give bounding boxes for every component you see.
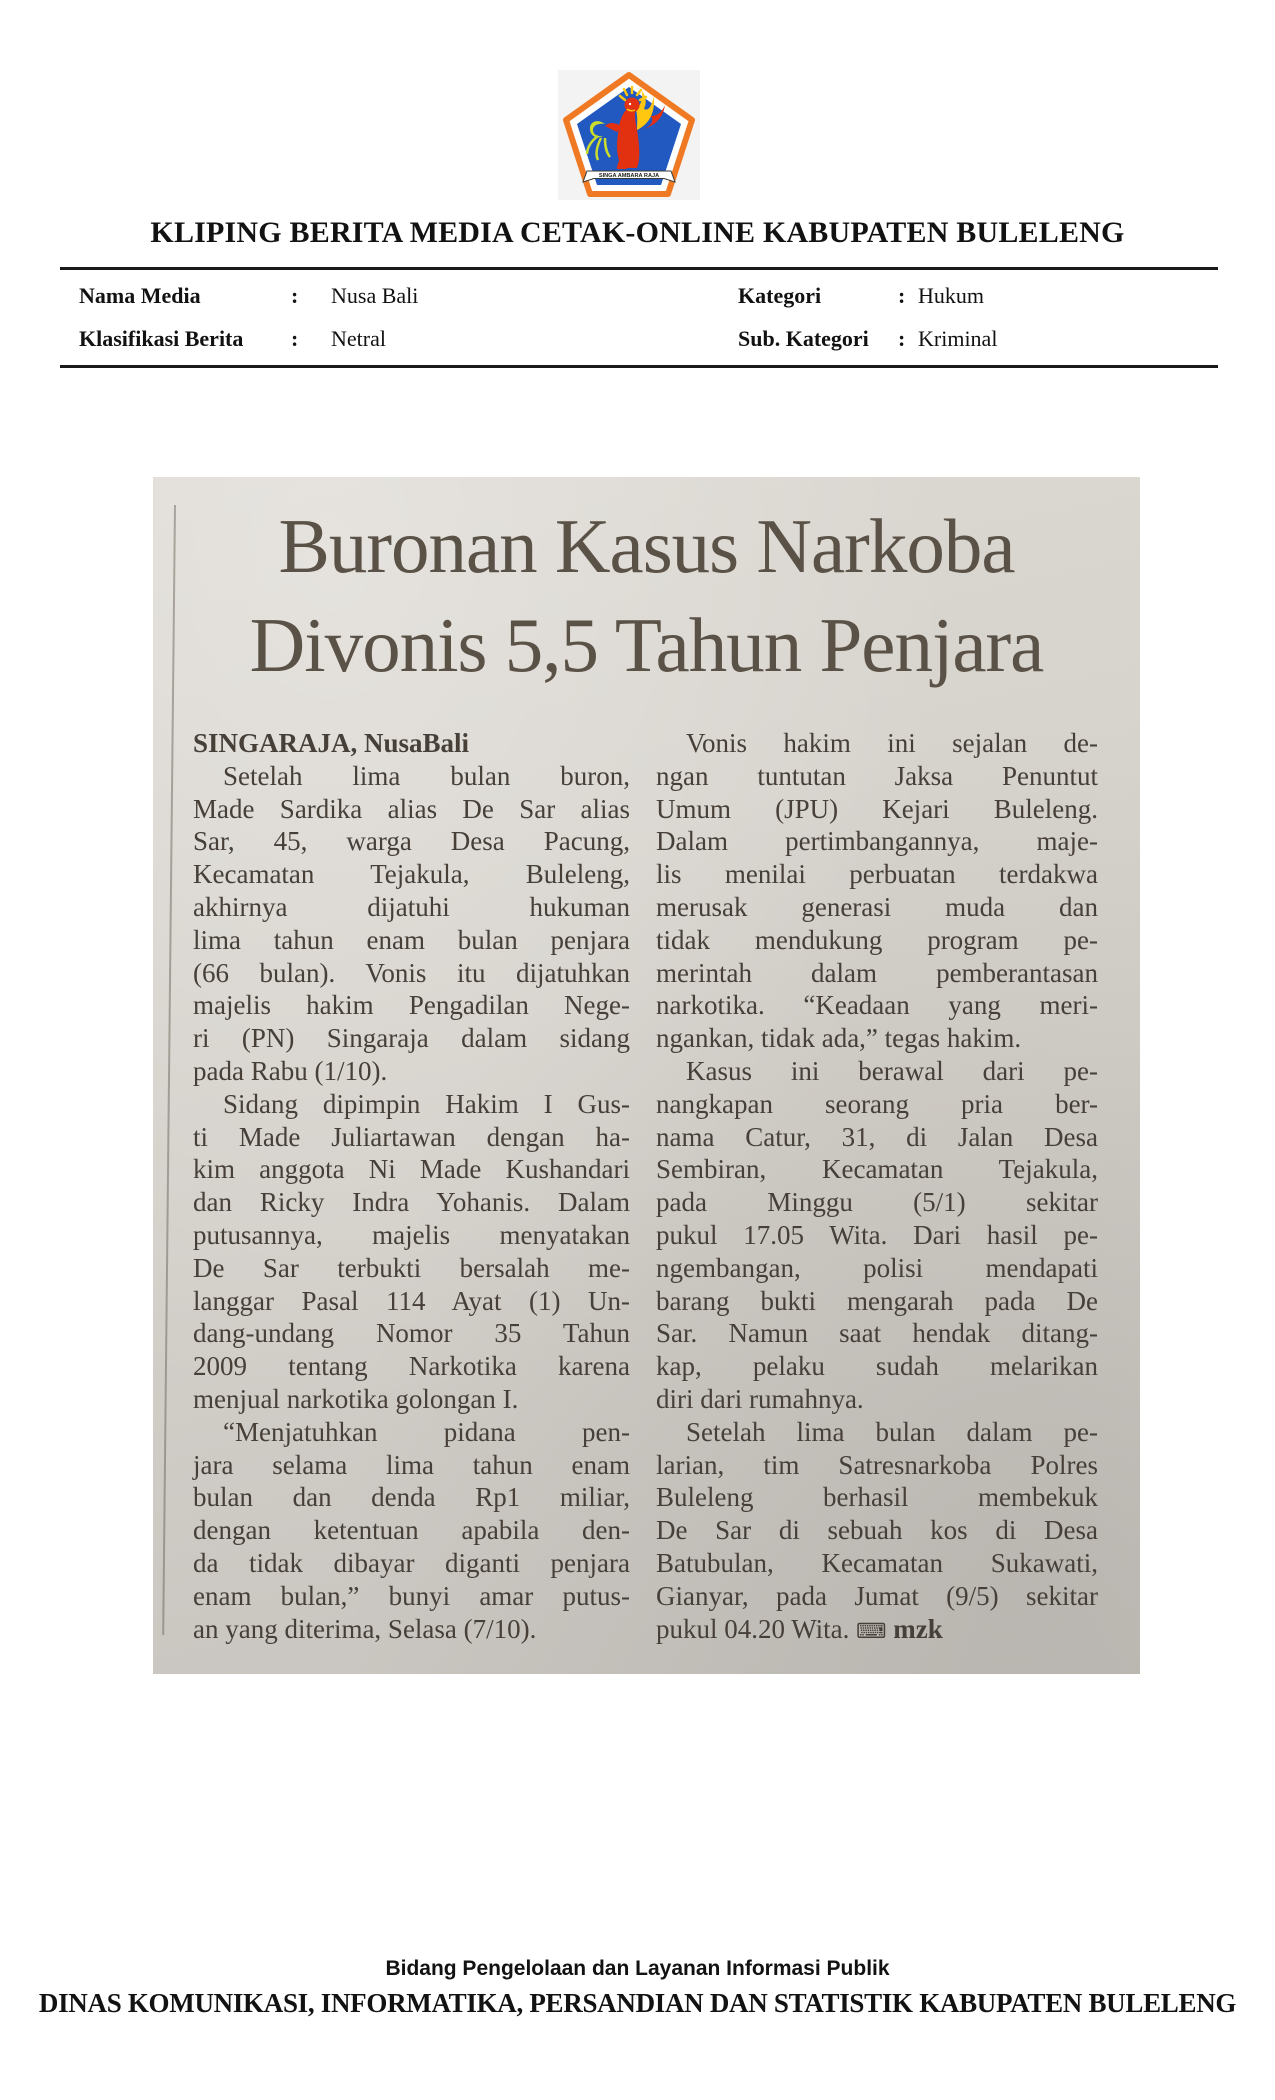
article-line: merusak generasi muda dan — [656, 891, 1098, 922]
article-line: Vonis hakim ini sejalan de- — [686, 728, 1098, 758]
headline-line-2: Divonis 5,5 Tahun Penjara — [249, 602, 1044, 688]
buleleng-crest-logo — [561, 72, 697, 198]
article-line: Made Sardika alias De Sar alias — [193, 793, 630, 824]
article-line: Gianyar, pada Jumat (9/5) sekitar — [656, 1580, 1098, 1611]
article-line: an yang diterima, Selasa (7/10). — [193, 1613, 537, 1644]
crest-banner-text: SINGA AMBARA RAJA — [598, 173, 660, 179]
article-line: Setelah lima bulan dalam pe- — [686, 1416, 1098, 1447]
keyboard-icon: ⌨ — [856, 1618, 887, 1643]
article-line: Sidang dipimpin Hakim I Gus- — [223, 1088, 630, 1119]
article-line: jara selama lima tahun enam — [193, 1449, 630, 1480]
article-line: 2009 tentang Narkotika karena — [193, 1351, 630, 1382]
article-line: tidak mendukung program pe- — [656, 924, 1098, 955]
article-column — [656, 727, 1098, 1647]
article-line: ri (PN) Singaraja dalam sidang — [193, 1023, 630, 1054]
article-headline — [153, 497, 1140, 695]
article-line: pukul 04.20 Wita. ⌨ mzk — [656, 1613, 943, 1644]
article-line: narkotika. “Keadaan yang meri- — [656, 990, 1098, 1021]
meta-row-sub-kategori — [738, 326, 997, 369]
article-line: nama Catur, 31, di Jalan Desa — [656, 1121, 1098, 1152]
article-line: putusannya, majelis menyatakan — [193, 1219, 630, 1250]
meta-label: Sub. Kategori — [738, 326, 869, 351]
article-body — [193, 727, 1098, 1647]
news-clipping-scan — [153, 477, 1140, 1674]
meta-colon: : — [291, 283, 299, 308]
meta-row-klasifikasi — [79, 326, 418, 369]
article-column — [193, 727, 630, 1647]
article-line: dan Ricky Indra Yohanis. Dalam — [193, 1187, 630, 1218]
meta-colon: : — [898, 283, 906, 308]
footer-dinas-line: DINAS KOMUNIKASI, INFORMATIKA, PERSANDIAN DAN STATISTIK KABUPATEN BULELENG — [38, 1988, 1237, 2018]
article-line: ngembangan, polisi mendapati — [656, 1252, 1098, 1283]
article-line: merintah dalam pemberantasan — [656, 957, 1098, 988]
article-line: Sar, 45, warga Desa Pacung, — [193, 826, 630, 857]
meta-row-nama-media — [79, 283, 418, 326]
article-line: menjual narkotika golongan I. — [193, 1383, 519, 1414]
article-line: dang-undang Nomor 35 Tahun — [193, 1318, 630, 1349]
article-line: lima tahun enam bulan penjara — [193, 924, 630, 955]
divider-bottom — [60, 365, 1218, 368]
article-line: enam bulan,” bunyi amar putus- — [193, 1580, 630, 1611]
article-line: lis menilai perbuatan terdakwa — [656, 859, 1098, 890]
article-line: Kasus ini berawal dari pe- — [686, 1055, 1098, 1086]
meta-value: Hukum — [918, 283, 984, 308]
meta-label: Klasifikasi Berita — [79, 326, 244, 351]
article-line: akhirnya dijatuhi hukuman — [193, 891, 630, 922]
article-line: De Sar terbukti bersalah me- — [193, 1252, 630, 1283]
meta-colon: : — [291, 326, 299, 351]
article-line: SINGARAJA, NusaBali — [193, 728, 470, 758]
headline-line-1: Buronan Kasus Narkoba — [278, 503, 1015, 589]
article-line: kap, pelaku sudah melarikan — [656, 1351, 1098, 1382]
meta-label: Nama Media — [79, 283, 201, 308]
article-line: larian, tim Satresnarkoba Polres — [656, 1449, 1098, 1480]
article-line: “Menjatuhkan pidana pen- — [223, 1416, 630, 1447]
article-line: kim anggota Ni Made Kushandari — [193, 1154, 630, 1185]
page-title: KLIPING BERITA MEDIA CETAK-ONLINE KABUPATEN BULELENG — [150, 216, 1125, 249]
meta-value: Netral — [331, 326, 386, 351]
article-line: barang bukti mengarah pada De — [656, 1285, 1098, 1316]
meta-right-column — [738, 283, 997, 369]
article-line: majelis hakim Pengadilan Nege- — [193, 990, 630, 1021]
article-line: langgar Pasal 114 Ayat (1) Un- — [193, 1285, 630, 1316]
article-line: Sembiran, Kecamatan Tejakula, — [656, 1154, 1098, 1185]
article-line: diri dari rumahnya. — [656, 1383, 864, 1414]
article-line: Setelah lima bulan buron, — [223, 760, 630, 791]
meta-left-column — [79, 283, 418, 369]
crest-logo-box — [558, 70, 700, 200]
article-line: Buleleng berhasil membekuk — [656, 1482, 1098, 1513]
article-line: (66 bulan). Vonis itu dijatuhkan — [193, 957, 630, 988]
article-line: ngan tuntutan Jaksa Penuntut — [656, 760, 1098, 791]
article-line: nangkapan seorang pria ber- — [656, 1088, 1098, 1119]
article-line: Umum (JPU) Kejari Buleleng. — [656, 793, 1098, 824]
article-line: De Sar di sebuah kos di Desa — [656, 1515, 1098, 1546]
divider-top — [60, 267, 1218, 270]
meta-label: Kategori — [738, 283, 822, 308]
meta-colon: : — [898, 326, 906, 351]
footer-bidang-line: Bidang Pengelolaan dan Layanan Informasi Publik — [385, 1957, 890, 1980]
article-line: da tidak dibayar diganti penjara — [193, 1547, 630, 1578]
meta-value: Kriminal — [918, 326, 998, 351]
reporter-byline: mzk — [893, 1613, 943, 1644]
article-line: Sar. Namun saat hendak ditang- — [656, 1318, 1098, 1349]
article-line: ngankan, tidak ada,” tegas hakim. — [656, 1023, 1022, 1054]
article-line: pukul 17.05 Wita. Dari hasil pe- — [656, 1219, 1098, 1250]
article-line: pada Rabu (1/10). — [193, 1055, 388, 1086]
meta-row-kategori — [738, 283, 997, 326]
article-line: Kecamatan Tejakula, Buleleng, — [193, 859, 630, 890]
article-line: Dalam pertimbangannya, maje- — [656, 826, 1098, 857]
article-line: ti Made Juliartawan dengan ha- — [193, 1121, 630, 1152]
meta-value: Nusa Bali — [331, 283, 419, 308]
article-line: pada Minggu (5/1) sekitar — [656, 1187, 1098, 1218]
article-line: bulan dan denda Rp1 miliar, — [193, 1482, 630, 1513]
article-line: dengan ketentuan apabila den- — [193, 1515, 630, 1546]
article-line: Batubulan, Kecamatan Sukawati, — [656, 1547, 1098, 1578]
